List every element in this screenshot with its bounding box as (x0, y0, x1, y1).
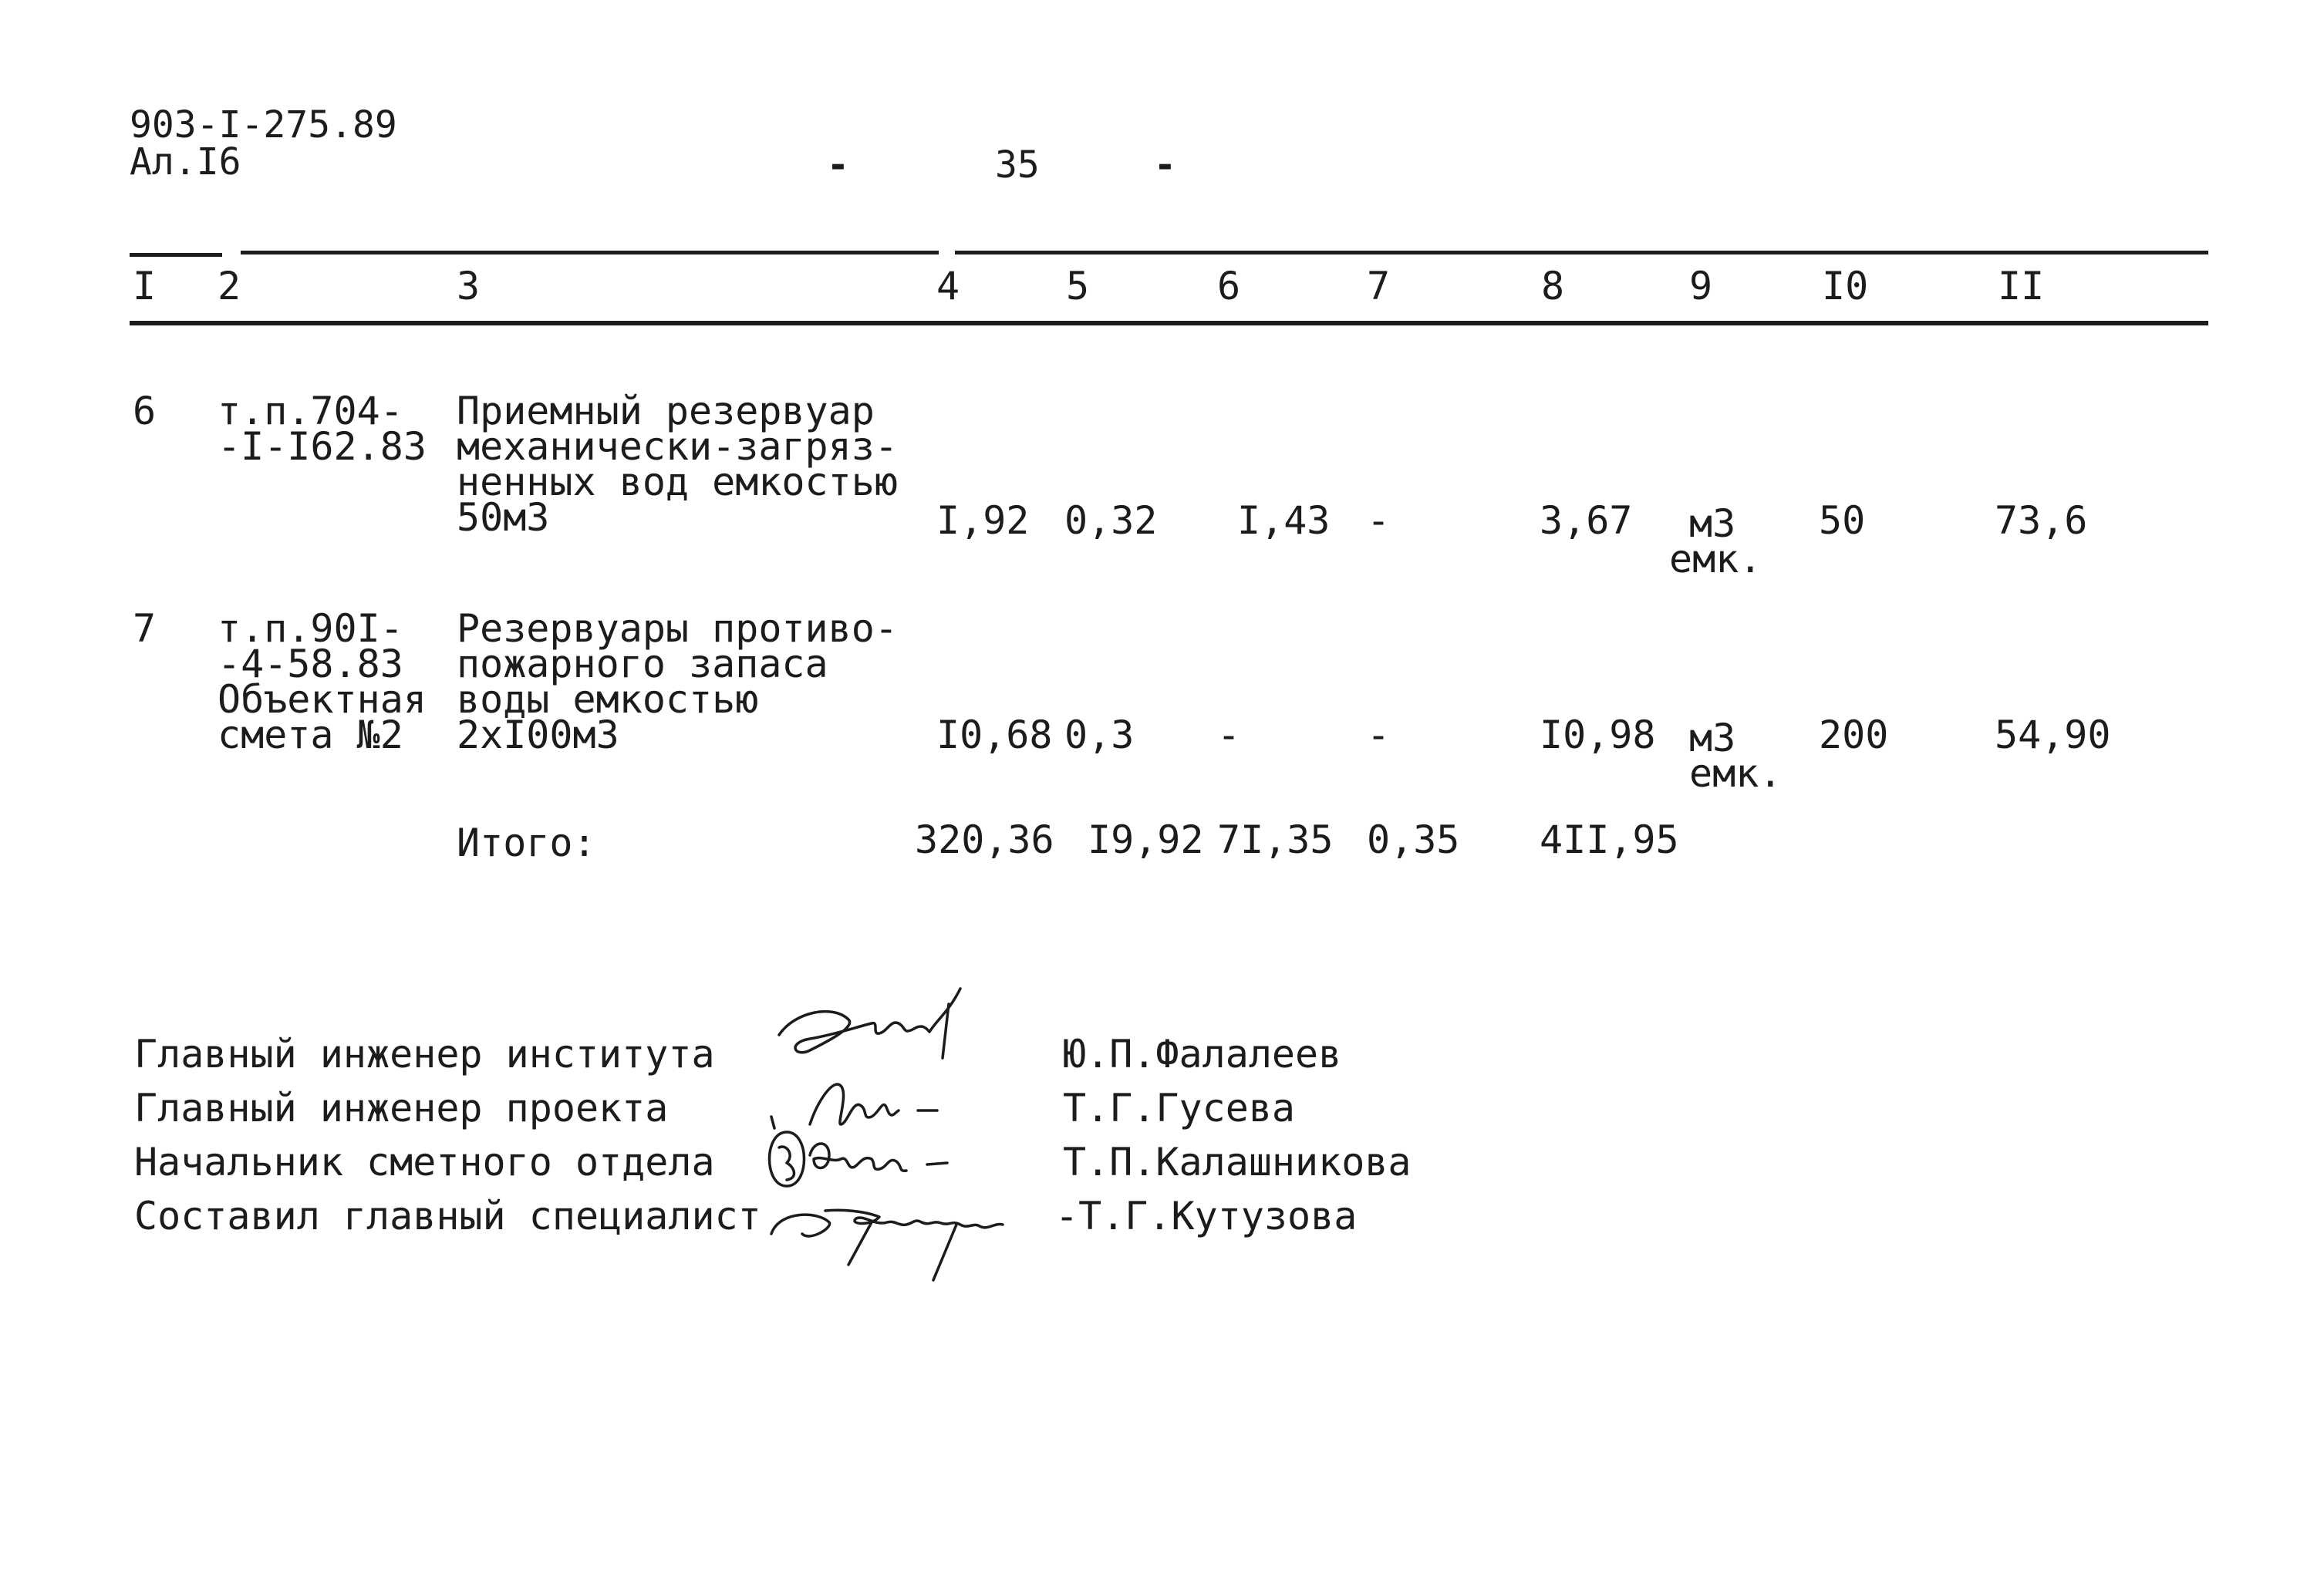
cell-col-10: 200 (1819, 713, 1889, 757)
col-number-8: 8 (1541, 264, 1565, 308)
row-number: 7 (133, 606, 157, 651)
cell-col-9-unit: емк. (1669, 537, 1762, 581)
total-col-4: 320,36 (915, 817, 1054, 862)
col-number-6: 6 (1217, 264, 1241, 308)
table-top-rule-segment-1 (130, 253, 222, 257)
page-number-dash-left: - (827, 143, 849, 187)
page-number: 35 (995, 143, 1040, 187)
signatory-title: Главный инженер проекта (134, 1086, 669, 1131)
reference-line: смета №2 (218, 713, 403, 757)
cell-col-9-unit: м3 (1689, 716, 1736, 760)
col-number-2: 2 (218, 264, 241, 308)
total-label: Итого: (457, 821, 596, 865)
table-header-bottom-rule (130, 321, 2208, 325)
cell-col-8: I0,98 (1540, 713, 1656, 757)
cell-col-7: - (1367, 713, 1391, 757)
total-col-5: I9,92 (1088, 817, 1204, 862)
cell-col-5: 0,3 (1064, 713, 1135, 757)
cell-col-10: 50 (1819, 498, 1866, 543)
sheet-label: Ал.I6 (130, 140, 241, 184)
col-number-5: 5 (1066, 264, 1090, 308)
cell-col-8: 3,67 (1540, 498, 1633, 543)
cell-col-6: I,43 (1237, 498, 1331, 543)
col-number-3: 3 (457, 264, 481, 308)
total-col-7: 0,35 (1367, 817, 1460, 862)
col-number-4: 4 (936, 264, 960, 308)
item-name-line: ненных вод емкостью (457, 460, 898, 504)
reference-line: -4-58.83 (218, 642, 403, 686)
col-number-9: 9 (1689, 264, 1713, 308)
reference-line: -I-I62.83 (218, 424, 427, 469)
reference-line: т.п.90I- (218, 606, 403, 651)
signatory-title: Начальник сметного отдела (134, 1140, 715, 1185)
item-name-line: воды емкостью (457, 677, 759, 722)
item-name-line: механически-загряз- (457, 424, 898, 469)
row-number: 6 (133, 389, 157, 433)
cell-col-5: 0,32 (1064, 498, 1158, 543)
table-top-rule-segment-2 (241, 251, 939, 254)
cell-col-6: - (1217, 713, 1241, 757)
item-name-line: Приемный резервуар (457, 389, 875, 433)
signatory-name: -Т.Г.Кутузова (1055, 1194, 1358, 1238)
item-name-line: 2хI00м3 (457, 713, 619, 757)
reference-line: т.п.704- (218, 389, 403, 433)
handwritten-signature-4 (756, 1180, 1080, 1288)
signatory-name: Т.П.Калашникова (1063, 1140, 1412, 1185)
item-name-line: пожарного запаса (457, 642, 828, 686)
total-col-6: 7I,35 (1217, 817, 1334, 862)
cell-col-11: 54,90 (1995, 713, 2111, 757)
col-number-7: 7 (1367, 264, 1391, 308)
cell-col-9-unit: м3 (1689, 501, 1736, 546)
page-number-dash-right: - (1154, 143, 1176, 187)
col-number-1: I (133, 264, 157, 308)
item-name-line: 50м3 (457, 495, 550, 540)
cell-col-4: I,92 (936, 498, 1030, 543)
table-top-rule-segment-3 (955, 251, 2208, 254)
reference-line: Объектная (218, 677, 427, 722)
signatory-name: Т.Г.Гусева (1063, 1086, 1296, 1131)
cell-col-4: I0,68 (936, 713, 1053, 757)
document-code: 903-I-275.89 (130, 103, 397, 147)
signatory-title: Главный инженер института (134, 1032, 715, 1077)
signatory-name: Ю.П.Фалалеев (1063, 1032, 1342, 1077)
signatory-title: Составил главный специалист (134, 1194, 761, 1238)
cell-col-9-unit: емк. (1689, 751, 1783, 796)
total-col-8: 4II,95 (1540, 817, 1679, 862)
cell-col-11: 73,6 (1995, 498, 2088, 543)
item-name-line: Резервуары противо- (457, 606, 898, 651)
col-number-11: II (1998, 264, 2045, 308)
cell-col-7: - (1367, 498, 1391, 543)
col-number-10: I0 (1822, 264, 1869, 308)
